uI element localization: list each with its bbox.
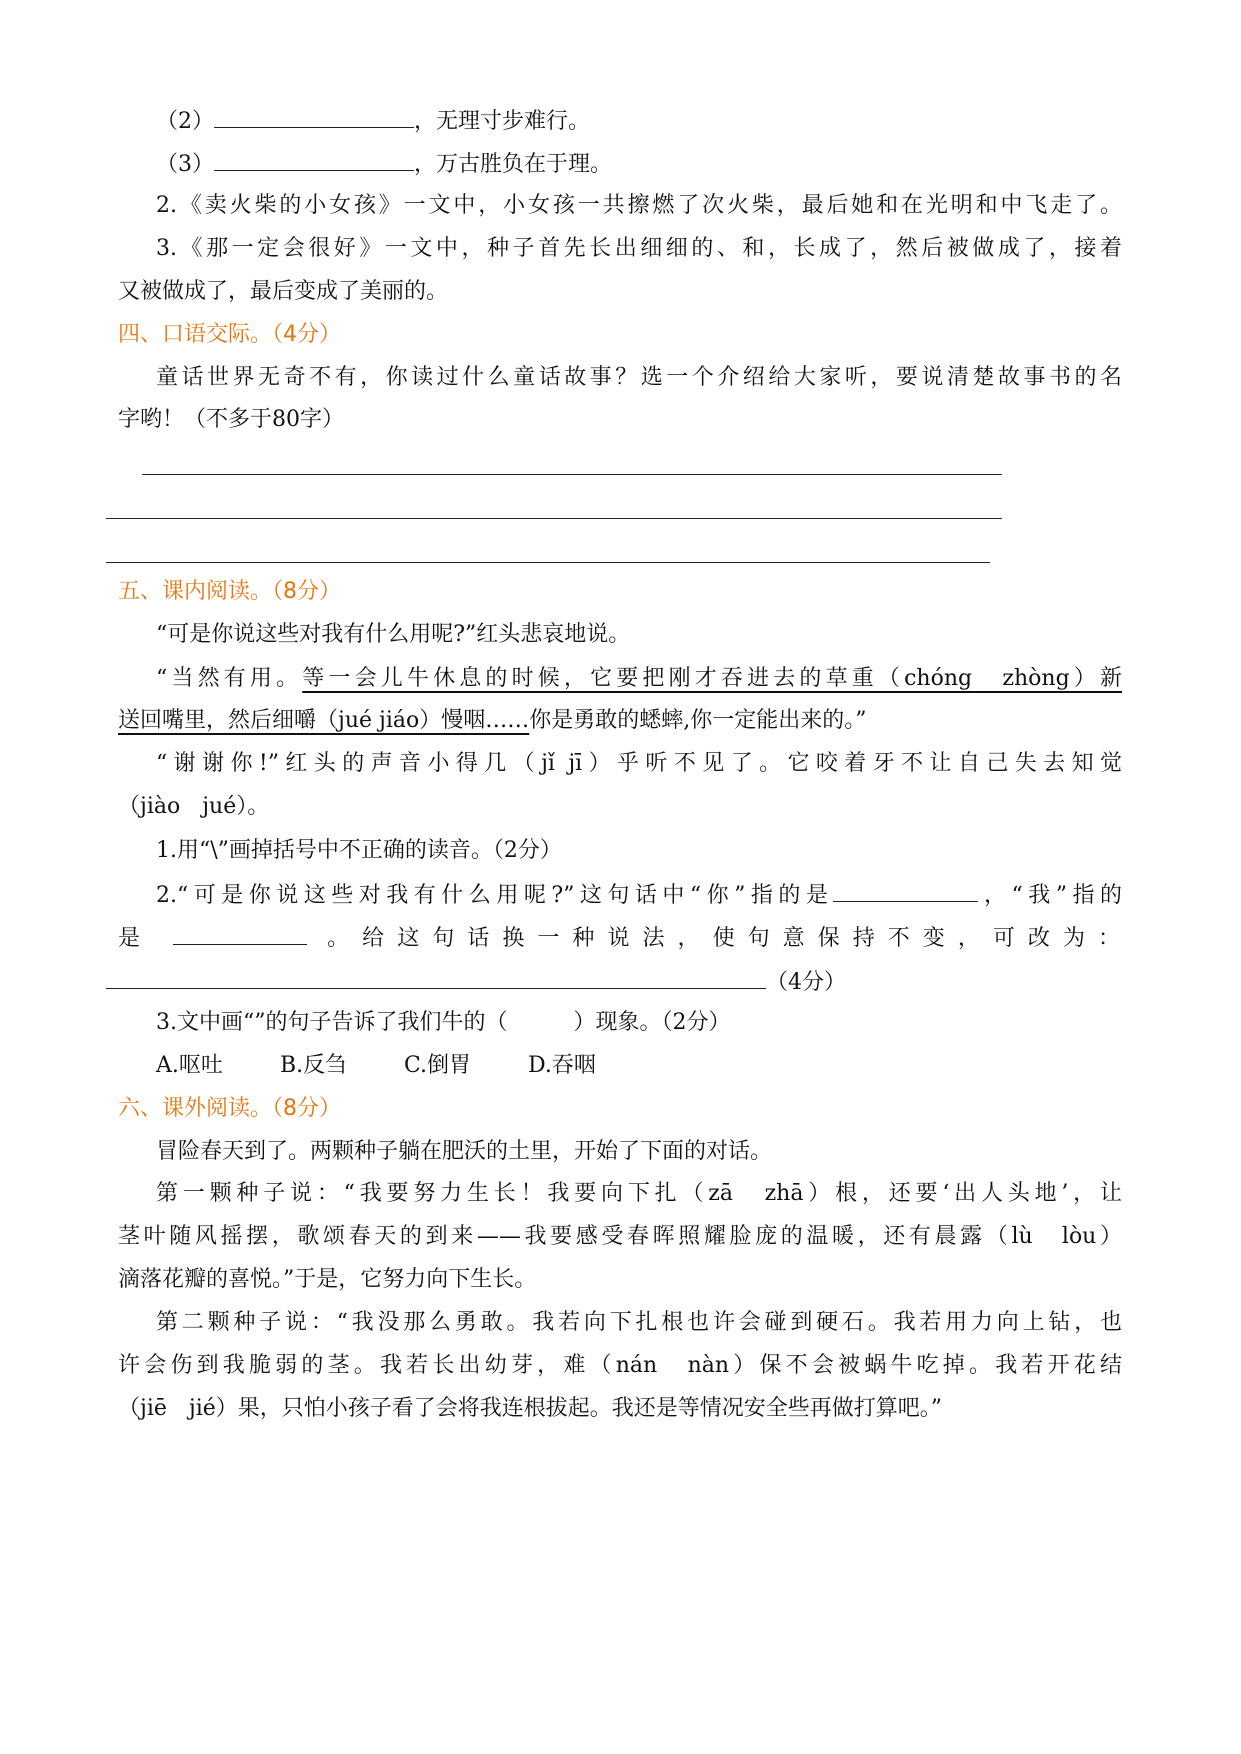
underlined-sentence: 等一会儿牛休息的时候，它要把刚才吞进去的草重（chóng zhòng）新 [302,666,1122,691]
text: ，“我”指的 [978,883,1122,908]
answer-line[interactable] [106,518,1002,519]
score: （4分） [766,970,846,995]
section-4-heading: 四、口语交际。（4分） [118,322,341,347]
options [156,1051,1122,1081]
fill-item-2 [156,105,1122,137]
passage-paragraph-cont [118,706,1122,736]
question-2-cont [118,922,1122,954]
passage-paragraph [156,664,1122,694]
text: 2.“可是你说这些对我有什么用呢?”这句话中“你”指的是 [156,883,834,908]
passage-line: 第二颗种子说：“我没那么勇敢。我若向下扎根也许会碰到硬石。我若用力向上钻，也 [156,1310,1122,1335]
underlined-sentence: 送回嘴里，然后细嚼（jué jiáo）慢咽…… [118,708,530,733]
item-text: ，万古胜负在于理。 [414,152,613,177]
item-text: ，无理寸步难行。 [414,109,591,134]
passage-paragraph: “谢谢你!”红头的声音小得几（jǐ jī）乎听不见了。它咬着牙不让自己失去知觉 [156,751,1122,776]
fill-item-3 [156,148,1122,180]
question-2: 2.《卖火柴的小女孩》一文中，小女孩一共擦燃了次火柴，最后她和在光明和中飞走了。 [156,193,1122,218]
section-6-heading: 六、课外阅读。（8分） [118,1096,341,1121]
section-4-prompt-cont: 字哟！（不多于80字） [118,407,344,432]
answer-blank[interactable] [214,148,414,171]
text: 是 [118,926,154,951]
option-d[interactable]: D.吞咽 [528,1053,596,1078]
text: “当然有用。 [156,666,303,691]
item-number: （3） [156,152,214,177]
answer-blank[interactable] [106,966,766,989]
passage-line: 许会伤到我脆弱的茎。我若长出幼芽，难（nán nàn）保不会被蜗牛吃掉。我若开花结 [118,1353,1122,1378]
answer-line[interactable] [142,474,1002,475]
question-2 [156,879,1122,911]
question-3: 3.文中画“”的句子告诉了我们牛的（ ）现象。（2分） [156,1010,731,1035]
passage-line: 茎叶随风摇摆，歌颂春天的到来——我要感受春晖照耀脸庞的温暖，还有晨露（lù lòu） [118,1224,1122,1249]
passage-line: （jiē jié）果，只怕小孩子看了会将我连根拔起。我还是等情况安全些再做打算吧。” [118,1396,943,1421]
question-3-cont: 又被做成了，最后变成了美丽的。 [118,279,449,304]
passage-paragraph-cont: （jiào jué）。 [118,794,270,819]
answer-line[interactable] [106,562,990,563]
section-4-prompt: 童话世界无奇不有，你读过什么童话故事？选一个介绍给大家听，要说清楚故事书的名 [156,365,1122,390]
text: 。给这句话换一种说法，使句意保持不变，可改为： [327,926,1122,951]
question-3: 3.《那一定会很好》一文中，种子首先长出细细的、和，长成了，然后被做成了，接着 [156,236,1122,261]
option-c[interactable]: C.倒胃 [404,1053,472,1078]
option-a[interactable]: A.呕吐 [156,1053,223,1078]
item-number: （2） [156,109,214,134]
answer-blank[interactable] [173,922,307,945]
answer-blank[interactable] [214,105,414,128]
passage-line: 滴落花瓣的喜悦。”于是，它努力向下生长。 [118,1267,537,1292]
text: 你是勇敢的蟋蟀,你一定能出来的。” [529,708,867,733]
passage-line: 第一颗种子说：“我要努力生长！我要向下扎（zā zhā）根，还要‘出人头地’，让 [156,1181,1122,1206]
passage-line: 冒险春天到了。两颗种子躺在肥沃的土里，开始了下面的对话。 [156,1139,773,1164]
answer-blank[interactable] [833,879,978,902]
option-b[interactable]: B.反刍 [280,1053,348,1078]
passage-paragraph: “可是你说这些对我有什么用呢?”红头悲哀地说。 [156,622,631,647]
question-1: 1.用“\”画掉括号中不正确的读音。（2分） [156,838,562,863]
section-5-heading: 五、课内阅读。（8分） [118,579,341,604]
question-2-answer [118,966,1122,998]
